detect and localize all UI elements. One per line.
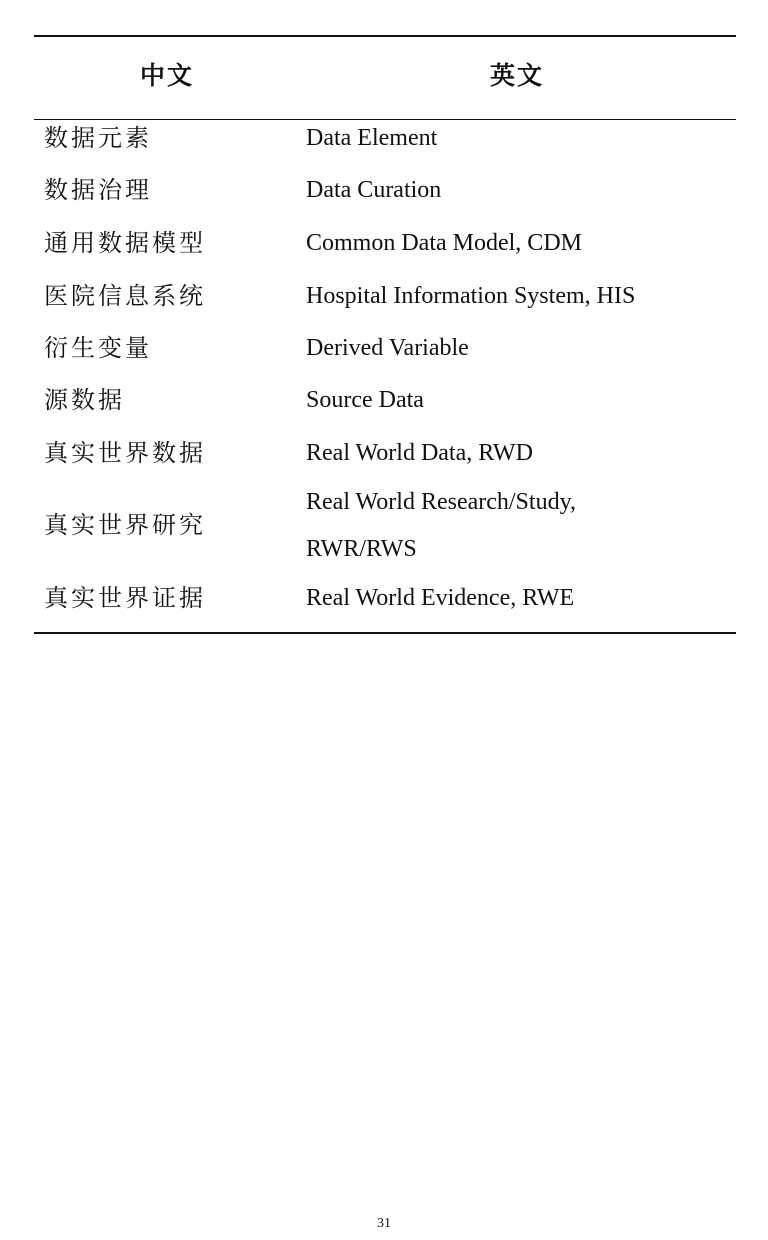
table-bottom-rule — [34, 632, 736, 634]
term-chinese: 数据元素 — [44, 124, 152, 152]
term-english: Real World Data, RWD — [306, 440, 533, 466]
term-chinese: 衍生变量 — [44, 334, 152, 362]
term-chinese: 真实世界数据 — [44, 439, 206, 467]
table-header-rule — [34, 119, 736, 120]
term-english: Real World Research/Study, — [306, 489, 577, 515]
header-chinese: 中文 — [140, 63, 195, 90]
header-english: 英文 — [490, 63, 545, 90]
page-number: 31 — [377, 1216, 391, 1231]
term-chinese: 医院信息系统 — [44, 282, 206, 310]
term-english: Data Element — [306, 125, 438, 151]
term-chinese: 真实世界研究 — [44, 511, 206, 539]
table-top-rule — [34, 35, 736, 37]
term-english-line2: RWR/RWS — [306, 536, 417, 562]
term-english: Hospital Information System, HIS — [306, 283, 636, 309]
term-chinese: 源数据 — [44, 386, 125, 414]
term-english: Real World Evidence, RWE — [306, 585, 575, 611]
term-chinese: 通用数据模型 — [44, 229, 206, 257]
term-chinese: 真实世界证据 — [44, 584, 206, 612]
term-english: Data Curation — [306, 177, 442, 203]
term-english: Source Data — [306, 387, 424, 413]
term-english: Common Data Model, CDM — [306, 230, 582, 256]
term-english: Derived Variable — [306, 335, 469, 361]
term-chinese: 数据治理 — [44, 176, 152, 204]
